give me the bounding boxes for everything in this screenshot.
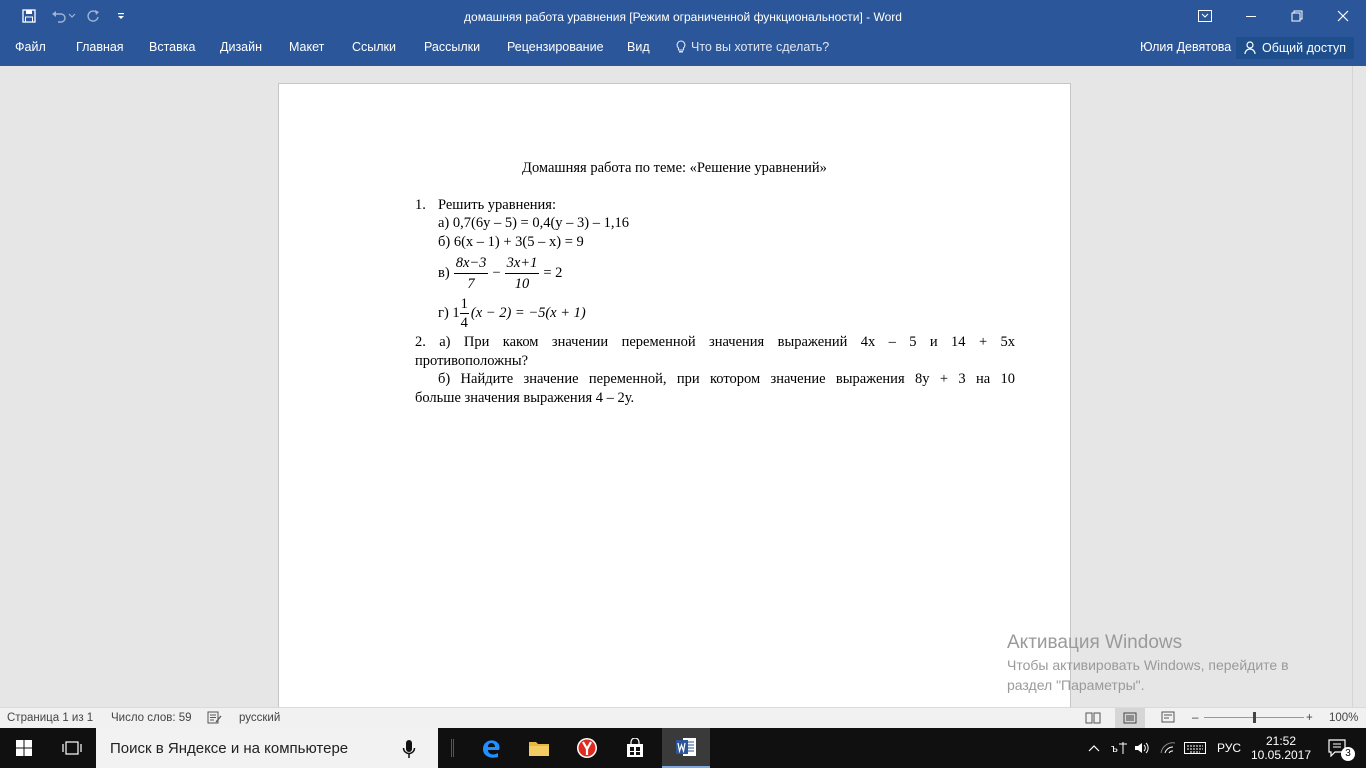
file-explorer-icon[interactable]: [515, 728, 563, 768]
task2-line2: противоположны?: [415, 353, 529, 369]
fraction-1-numerator: 8x−3: [454, 253, 489, 274]
word-count[interactable]: Число слов: 59: [111, 712, 192, 724]
ribbon-tabs: [0, 32, 1366, 66]
share-label: Общий доступ: [1262, 41, 1346, 55]
lightbulb-icon: [676, 40, 686, 54]
restore-icon[interactable]: [1274, 0, 1320, 32]
ime-icon[interactable]: [1108, 728, 1132, 768]
user-name[interactable]: Юлия Девятова: [1140, 40, 1232, 54]
proofing-icon[interactable]: [207, 711, 222, 725]
equation-a: а) 0,7(6у – 5) = 0,4(у – 3) – 1,16: [438, 215, 630, 231]
tab-file[interactable]: Файл: [15, 40, 46, 54]
notification-badge: 3: [1341, 747, 1355, 761]
svg-text:ъ: ъ: [1111, 743, 1118, 755]
fraction-1: [454, 253, 489, 294]
fraction-1-denominator: 7: [467, 275, 475, 292]
input-language[interactable]: РУС: [1216, 741, 1242, 755]
equation-b: б) 6(х – 1) + 3(5 – х) = 9: [438, 234, 584, 250]
equation-g: [438, 293, 586, 333]
keyboard-icon[interactable]: [1182, 728, 1208, 768]
task2-line4: больше значения выражения 4 – 2у.: [415, 390, 635, 406]
tab-mailings[interactable]: Рассылки: [424, 40, 481, 54]
close-icon[interactable]: [1320, 0, 1366, 32]
clock-time: 21:52: [1265, 734, 1297, 748]
vertical-scrollbar[interactable]: [1352, 66, 1366, 707]
zoom-slider-track[interactable]: [1204, 717, 1304, 718]
search-box[interactable]: [96, 728, 438, 768]
wifi-icon[interactable]: [1156, 728, 1180, 768]
task2-line3: б) Найдите значение переменной, при котором значение выражения 8у + 3 на 10: [438, 371, 1015, 387]
language-indicator[interactable]: русский: [239, 712, 281, 724]
title-bar: [0, 0, 1366, 32]
print-layout-icon[interactable]: [1115, 708, 1145, 728]
ribbon-display-icon[interactable]: [1182, 0, 1228, 32]
equation-g-prefix: г) 1: [438, 304, 460, 321]
task-view-button[interactable]: [48, 728, 96, 768]
tray-chevron-icon[interactable]: [1084, 728, 1104, 768]
task2-line1: 2. а) При каком значении переменной значения выражений 4х – 5 и 14 + 5х: [415, 334, 1015, 350]
tell-me-text: Что вы хотите сделать?: [691, 40, 830, 54]
yandex-browser-icon[interactable]: [563, 728, 611, 768]
document-area[interactable]: [0, 66, 1352, 707]
fraction-2-denominator: 10: [514, 275, 530, 292]
edge-app-icon[interactable]: [467, 728, 515, 768]
windows-logo-icon: [16, 740, 32, 756]
activation-title: Активация Windows: [1007, 632, 1183, 653]
taskbar: [0, 728, 1366, 768]
document-heading: Домашняя работа по теме: «Решение уравнений»: [522, 160, 827, 176]
tab-layout[interactable]: Макет: [289, 40, 325, 54]
zoom-out-button[interactable]: –: [1192, 712, 1199, 724]
search-placeholder: Поиск в Яндексе и на компьютере: [110, 739, 349, 757]
taskbar-separator: [446, 728, 458, 768]
read-mode-icon[interactable]: [1085, 711, 1101, 725]
fraction-quarter-numerator: 1: [460, 295, 468, 312]
clock[interactable]: [1250, 728, 1312, 768]
zoom-in-button[interactable]: +: [1306, 712, 1313, 724]
fraction-quarter-denominator: 4: [460, 314, 468, 331]
minimize-icon[interactable]: [1228, 0, 1274, 32]
person-icon: [1244, 41, 1257, 55]
zoom-level[interactable]: 100%: [1329, 712, 1359, 724]
task1-number: 1.: [415, 197, 426, 213]
equation-v-prefix: в): [438, 264, 450, 281]
tab-insert[interactable]: Вставка: [149, 40, 196, 54]
zoom-slider-thumb[interactable]: [1253, 712, 1256, 723]
word-app-icon[interactable]: [662, 728, 710, 768]
tab-view[interactable]: Вид: [627, 40, 650, 54]
tab-home[interactable]: Главная: [76, 40, 124, 54]
notification-center-button[interactable]: [1318, 728, 1358, 768]
fraction-2-numerator: 3x+1: [505, 253, 540, 274]
share-button[interactable]: [1236, 37, 1354, 59]
microphone-icon[interactable]: [402, 739, 416, 759]
equation-v-rhs: = 2: [543, 264, 563, 281]
activation-line2: раздел "Параметры".: [1007, 677, 1145, 693]
store-icon[interactable]: [611, 728, 659, 768]
tab-design[interactable]: Дизайн: [220, 40, 263, 54]
fraction-quarter: [460, 295, 469, 332]
document-page[interactable]: [278, 83, 1071, 707]
volume-icon[interactable]: [1132, 728, 1152, 768]
tell-me-box[interactable]: [676, 32, 829, 62]
task-view-icon: [62, 740, 82, 756]
equation-g-rest: (x − 2) = −5(x + 1): [470, 304, 586, 321]
tab-references[interactable]: Ссылки: [352, 40, 397, 54]
tab-review[interactable]: Рецензирование: [507, 40, 604, 54]
clock-date: 10.05.2017: [1250, 748, 1312, 762]
page-count[interactable]: Страница 1 из 1: [7, 712, 94, 724]
web-layout-icon[interactable]: [1161, 711, 1176, 725]
task1-label: Решить уравнения:: [438, 197, 557, 213]
minus-sign: −: [492, 264, 501, 281]
equation-v: [438, 251, 562, 295]
start-button[interactable]: [0, 728, 48, 768]
activation-line1: Чтобы активировать Windows, перейдите в: [1007, 657, 1289, 673]
fraction-2: [505, 253, 540, 294]
window-title: домашняя работа уравнения [Режим ограниченной функциональности] - Word: [464, 10, 902, 24]
status-bar: [0, 707, 1366, 728]
